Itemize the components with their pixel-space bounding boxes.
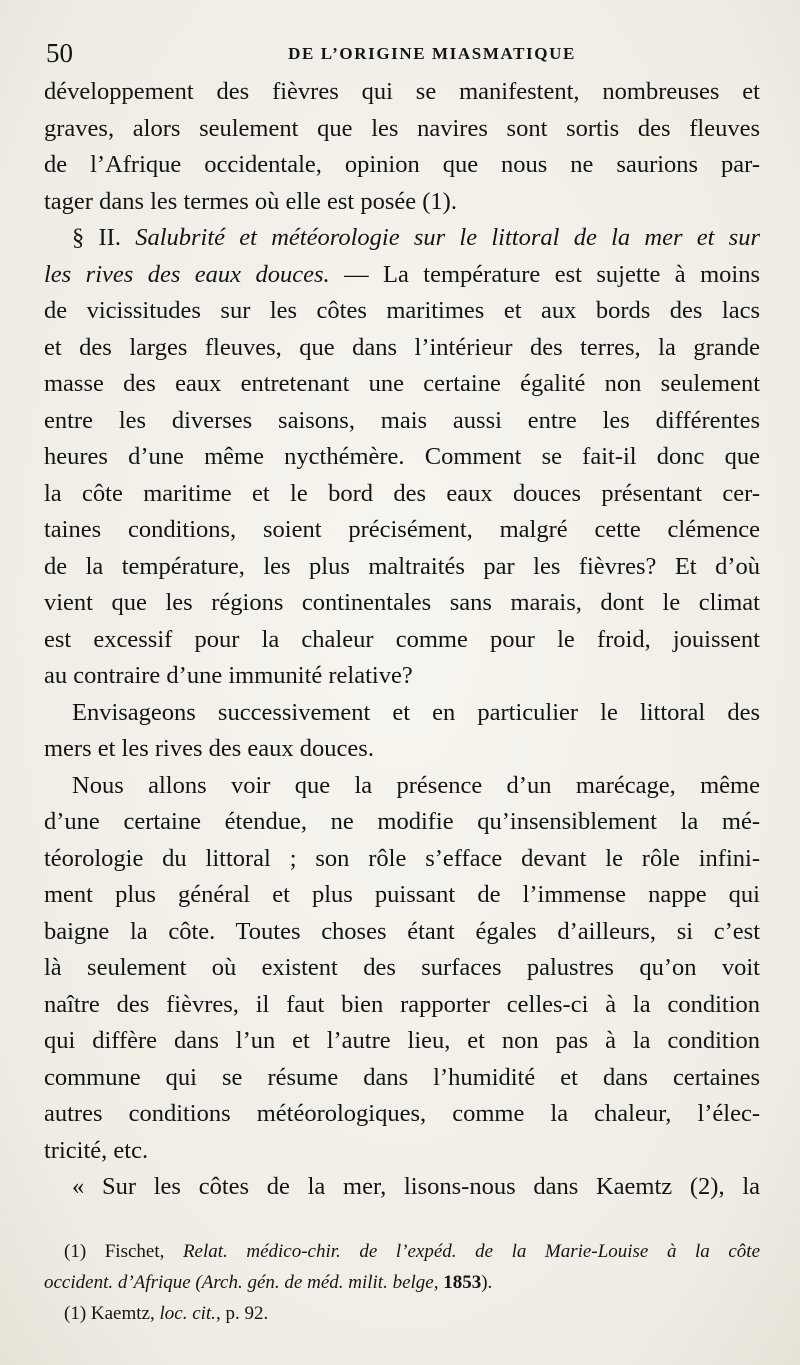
text-line: et des larges fleuves, que dans l’intérieur des terres, la grande — [44, 333, 760, 361]
text-line: tricité, etc. — [44, 1136, 149, 1164]
text-line: entre les diverses saisons, mais aussi entre les différentes — [44, 406, 760, 434]
text-line: de l’Afrique occidentale, opinion que nous ne saurions par- — [44, 151, 760, 178]
footnote-1-source: occident. d’Afrique (Arch. gén. de méd. milit. belge, — [44, 1272, 439, 1293]
text-line: masse des eaux entretenant une certaine égalité non seulement — [44, 370, 760, 397]
footnotes — [44, 1236, 760, 1329]
text-line: mers et les rives des eaux douces. — [44, 735, 374, 762]
section-title: Salubrité et météorologie sur le littoral de la mer et sur — [135, 224, 760, 251]
text-line: ment plus général et plus puissant de l’immense nappe qui — [44, 881, 760, 908]
footnote-2-author: (1) Kaemtz, — [64, 1303, 160, 1324]
text-line: d’une certaine étendue, ne modifie qu’insensiblement la mé- — [44, 808, 760, 835]
running-title: DE L’ORIGINE MIASMATIQUE — [288, 44, 576, 63]
footnote-1-title: Relat. médico-chir. de l’expéd. de la Marie-Louise à la côte — [182, 1241, 760, 1262]
footnote-2-ref: loc. cit. — [159, 1303, 216, 1324]
text-line: au contraire d’une immunité relative? — [44, 662, 413, 689]
section-title-cont: les rives des eaux douces. — [44, 260, 330, 288]
text-line: naître des fièvres, il faut bien rapporter celles-ci à la condition — [44, 990, 760, 1018]
text-line: autres conditions météorologiques, comme la chaleur, l’élec- — [44, 1100, 760, 1127]
text-line: Nous allons voir que la présence d’un marécage, même — [72, 771, 760, 799]
text-line: commune qui se résume dans l’humidité et dans certaines — [44, 1063, 760, 1091]
text-line: graves, alors seulement que les navires sont sortis des fleuves — [44, 114, 760, 142]
section-heading-line — [44, 220, 760, 257]
text-fragment: — La température est sujette à moins — [344, 260, 760, 288]
footnote-2 — [44, 1298, 760, 1329]
footnote-1-end: ). — [481, 1272, 493, 1293]
text-line: la côte maritime et le bord des eaux douces présentant cer- — [44, 479, 760, 507]
text-line: là seulement où existent des surfaces palustres qu’on voit — [44, 954, 760, 981]
footnote-1-author: (1) Fischet, — [64, 1241, 183, 1262]
section-number: § II. — [72, 224, 121, 251]
text-line: vient que les régions continentales sans marais, dont le climat — [44, 589, 760, 616]
page-number: 50 — [46, 38, 73, 68]
text-line: qui diffère dans l’un et l’autre lieu, et non pas à la condition — [44, 1027, 760, 1054]
footnote-1-year: 1853 — [438, 1272, 482, 1293]
text-line: de vicissitudes sur les côtes maritimes et aux bords des lacs — [44, 297, 760, 324]
text-line: baigne la côte. Toutes choses étant égales d’ailleurs, si c’est — [44, 917, 760, 945]
page-header — [46, 36, 758, 70]
text-line: téorologie du littoral ; son rôle s’efface devant le rôle infini- — [44, 844, 760, 872]
footnote-2-page: , p. 92. — [215, 1303, 269, 1324]
footnote-1-cont — [44, 1267, 760, 1298]
text-line: Envisageons successivement et en particulier le littoral des — [72, 698, 760, 726]
text-line: de la température, les plus maltraités par les fièvres? Et d’où — [44, 552, 760, 580]
text-line: taines conditions, soient précisément, malgré cette clémence — [44, 516, 760, 543]
body-text — [44, 74, 760, 1206]
text-line: est excessif pour la chaleur comme pour le froid, jouissent — [44, 625, 760, 653]
text-line: développement des fièvres qui se manifestent, nombreuses et — [44, 78, 760, 105]
section-heading-line-2 — [44, 257, 760, 294]
text-line: tager dans les termes où elle est posée (1). — [44, 187, 457, 215]
footnote-1 — [44, 1236, 760, 1267]
text-line: heures d’une même nycthémère. Comment se fait-il donc que — [44, 443, 760, 470]
text-line: « Sur les côtes de la mer, lisons-nous dans Kaemtz (2), la — [72, 1173, 760, 1200]
